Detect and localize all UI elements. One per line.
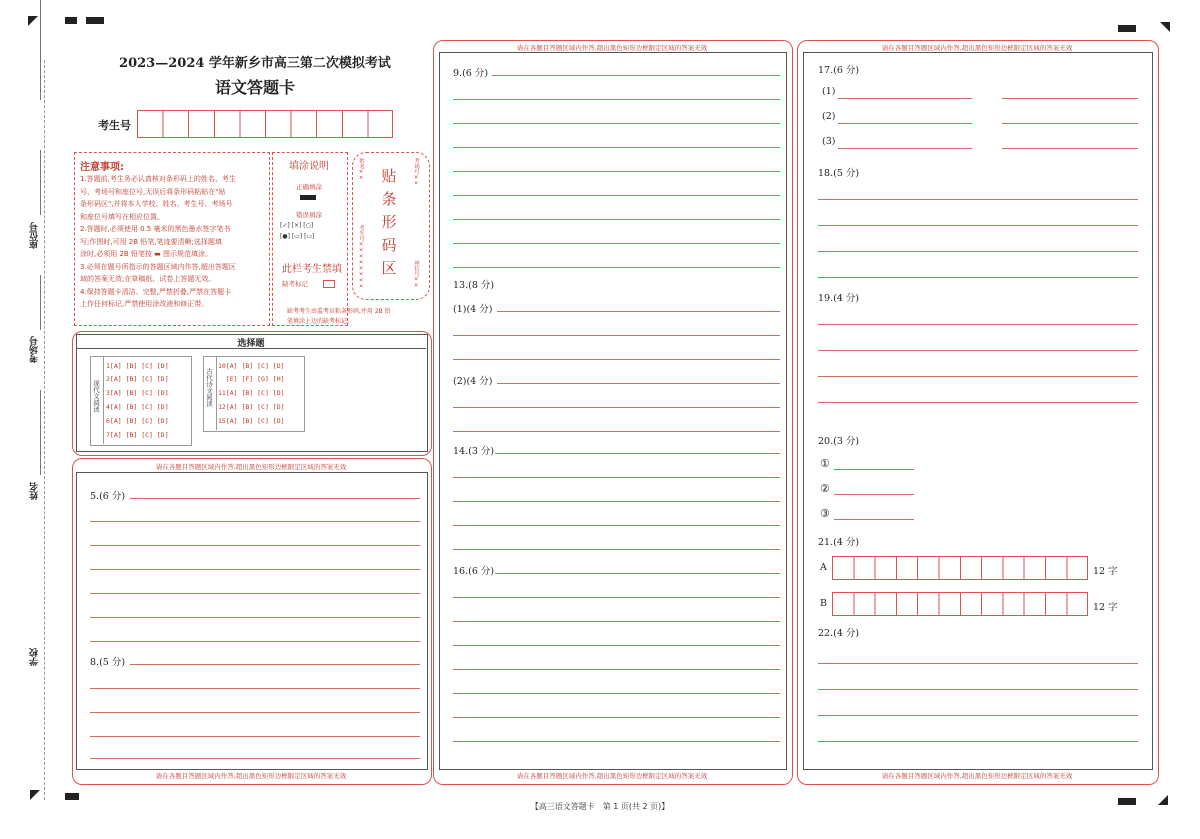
corner-mark-bottom-right	[1158, 795, 1168, 805]
barcode-char: 区	[381, 259, 397, 277]
answer-line[interactable]	[453, 741, 780, 742]
corner-mark-top-left	[28, 16, 38, 26]
question-17-2-label: (2)	[822, 111, 836, 122]
answer-line[interactable]	[453, 597, 780, 598]
answer-line[interactable]	[90, 688, 420, 689]
answer-line[interactable]	[130, 498, 420, 499]
answer-area-col2	[439, 52, 787, 770]
question-22-label: 22.(4 分)	[818, 628, 860, 639]
answer-line[interactable]	[818, 689, 1138, 690]
answer-line[interactable]	[818, 350, 1138, 351]
answer-line[interactable]	[90, 521, 420, 522]
answer-line[interactable]	[818, 277, 1138, 278]
barcode-chars	[375, 165, 403, 280]
question-13-1-label: (1)(4 分)	[453, 304, 493, 315]
notice-line: 和座位号填写在相应位置。	[80, 212, 164, 221]
absent-label: 缺考标记	[282, 280, 308, 288]
answer-line[interactable]	[497, 311, 780, 312]
corner-mark-bottom-left	[30, 790, 40, 800]
answer-line[interactable]	[453, 621, 780, 622]
answer-line[interactable]	[90, 758, 420, 759]
question-21-a-label: A	[820, 562, 827, 573]
answer-line[interactable]	[495, 573, 780, 574]
choice-title-rule	[76, 348, 426, 349]
answer-line[interactable]	[492, 75, 780, 76]
question-21-label: 21.(4 分)	[818, 537, 860, 548]
answer-line[interactable]	[90, 593, 420, 594]
page-footer: 【高三语文答题卡 第 1 页(共 2 页)】	[530, 802, 670, 811]
notice-line: 涂时,必须用 2B 铅笔按 ▬ 图示规范填涂。	[80, 250, 212, 258]
barcode-char: 形	[381, 213, 397, 231]
notice-line: 号、考场号和座位号,无误后将条形码粘贴在"贴	[80, 187, 226, 196]
notice-line: 上作任何标记,严禁使用涂改液和修正带。	[80, 300, 209, 308]
choice-row[interactable]: 4[A] [B] [C] [D]	[106, 403, 169, 411]
absent-checkbox[interactable]	[323, 280, 335, 288]
warning-bottom-col1: 请在各题目答题区域内作答,超出黑色矩形边框限定区域的答案无效	[155, 772, 347, 780]
wrong-fill-label: 错误填涂	[296, 211, 322, 219]
choice-row[interactable]: 2[A] [B] [C] [D]	[106, 375, 169, 383]
school-line	[40, 0, 41, 100]
question-9-label: 9.(6 分)	[453, 68, 489, 79]
answer-area-col1	[76, 472, 428, 770]
choice-title: 选择题	[237, 339, 265, 349]
answer-line[interactable]	[838, 148, 972, 149]
timing-mark	[86, 17, 104, 24]
question-21-a-count: 12 字	[1093, 566, 1118, 577]
answer-line[interactable]	[834, 494, 914, 495]
question-19-label: 19.(4 分)	[818, 293, 860, 304]
answer-line[interactable]	[453, 477, 780, 478]
question-20-1-label: ①	[820, 457, 830, 470]
exam-id-boxes[interactable]	[137, 110, 393, 138]
question-17-3-label: (3)	[822, 136, 836, 147]
answer-line[interactable]	[453, 195, 780, 196]
notice-title: 注意事项:	[80, 162, 124, 173]
answer-line[interactable]	[90, 712, 420, 713]
correct-fill-sample	[300, 195, 316, 200]
char-grid-a[interactable]	[832, 556, 1088, 580]
choice-row[interactable]: [E] [F] [G] [H]	[218, 375, 285, 383]
question-20-2-label: ②	[820, 482, 830, 495]
answer-line[interactable]	[818, 376, 1138, 377]
exam-id-label: 考生号	[98, 119, 131, 132]
barcode-note: 笔填涂上边的缺考标记。	[287, 318, 354, 325]
answer-line[interactable]	[818, 251, 1138, 252]
forbidden-label: 此栏考生禁填	[282, 264, 342, 275]
answer-line[interactable]	[90, 569, 420, 570]
choice-group-2-label: 古代诗文阅读	[205, 368, 213, 407]
choice-row[interactable]: 11[A] [B] [C] [D]	[218, 389, 285, 397]
choice-row[interactable]: 7[A] [B] [C] [D]	[106, 431, 169, 439]
school-label: 学校	[30, 648, 40, 666]
notice-lines	[80, 174, 236, 312]
barcode-char: 贴	[381, 167, 397, 185]
answer-line[interactable]	[1002, 98, 1138, 99]
notice-line: 写;作图时,可用 2B 铅笔,笔迹要清晰;选择题填	[80, 237, 222, 246]
answer-line[interactable]	[453, 501, 780, 502]
choice-row[interactable]: 3[A] [B] [C] [D]	[106, 389, 169, 397]
question-5-label: 5.(6 分)	[90, 491, 126, 502]
answer-line[interactable]	[838, 123, 972, 124]
choice-row[interactable]: 10[A] [B] [C] [D]	[218, 362, 285, 370]
answer-line[interactable]	[453, 407, 780, 408]
binding-line	[44, 60, 45, 800]
answer-line[interactable]	[90, 641, 420, 642]
answer-line[interactable]	[1002, 148, 1138, 149]
answer-line[interactable]	[497, 383, 780, 384]
room-line	[40, 275, 41, 330]
notice-line: 1.答题前,考生务必认真核对条形码上的姓名、考生	[80, 175, 236, 183]
room-label: 考场号	[30, 336, 40, 363]
notice-line: 条形码区",并将本人学校、姓名、考生号、考场号	[80, 200, 233, 208]
barcode-sample-id: 考生号××××××××	[358, 225, 364, 290]
answer-line[interactable]	[453, 99, 780, 100]
warning-top-col2: 请在各题目答题区域内作答,超出黑色矩形边框限定区域的答案无效	[516, 44, 708, 52]
choice-row[interactable]: 6[A] [B] [C] [D]	[106, 417, 169, 425]
fill-guide-title: 填涂说明	[289, 161, 329, 172]
choice-row[interactable]: 12[A] [B] [C] [D]	[218, 403, 285, 411]
seat-label: 座位号	[30, 222, 40, 249]
answer-line[interactable]	[1002, 123, 1138, 124]
char-grid-b[interactable]	[832, 592, 1088, 616]
choice-group-1-divider	[103, 356, 104, 444]
correct-fill-label: 正确填涂	[296, 183, 322, 191]
timing-mark	[1118, 25, 1136, 32]
question-13-2-label: (2)(4 分)	[453, 376, 493, 387]
answer-line[interactable]	[453, 243, 780, 244]
barcode-sample-room: 考场号××	[413, 158, 419, 187]
answer-line[interactable]	[834, 469, 914, 470]
warning-top-col3: 请在各题目答题区域内作答,超出黑色矩形边框限定区域的答案无效	[881, 44, 1073, 52]
barcode-sample-name: 姓名××	[358, 158, 364, 181]
notice-line: 2.答题时,必须使用 0.5 毫米的黑色墨水签字笔书	[80, 225, 231, 233]
answer-line[interactable]	[453, 645, 780, 646]
notice-line: 域的答案无效;在草稿纸、试卷上答题无效。	[80, 275, 216, 283]
question-21-b-label: B	[820, 598, 827, 609]
answer-line[interactable]	[453, 123, 780, 124]
answer-line[interactable]	[453, 335, 780, 336]
question-18-label: 18.(5 分)	[818, 168, 860, 179]
answer-line[interactable]	[818, 741, 1138, 742]
answer-line[interactable]	[495, 453, 780, 454]
seat-line	[40, 150, 41, 215]
timing-mark	[65, 793, 79, 800]
barcode-sample-seat: 座位号××	[413, 260, 419, 289]
question-20-label: 20.(3 分)	[818, 436, 860, 447]
answer-line[interactable]	[90, 617, 420, 618]
answer-line[interactable]	[838, 98, 972, 99]
notice-line: 3.必须在题号所指示的答题区域内作答,超出答题区	[80, 262, 236, 271]
wrong-fill-sample: [✓] [×] [○]	[280, 222, 314, 229]
answer-line[interactable]	[818, 715, 1138, 716]
choice-row[interactable]: 1[A] [B] [C] [D]	[106, 362, 169, 370]
question-8-label: 8.(5 分)	[90, 657, 126, 668]
name-line	[40, 390, 41, 475]
answer-line[interactable]	[90, 736, 420, 737]
warning-bottom-col2: 请在各题目答题区域内作答,超出黑色矩形边框限定区域的答案无效	[516, 772, 708, 780]
choice-group-2-divider	[216, 356, 217, 430]
choice-group-1-label: 现代文阅读	[92, 380, 100, 413]
answer-line[interactable]	[453, 219, 780, 220]
corner-mark-top-right	[1160, 22, 1170, 32]
answer-line[interactable]	[453, 693, 780, 694]
answer-line[interactable]	[834, 519, 914, 520]
answer-line[interactable]	[818, 199, 1138, 200]
timing-mark	[1118, 798, 1136, 805]
answer-line[interactable]	[818, 402, 1138, 403]
question-16-label: 16.(6 分)	[453, 566, 495, 577]
answer-line[interactable]	[453, 431, 780, 432]
timing-mark	[65, 17, 77, 24]
choice-row[interactable]: 15[A] [B] [C] [D]	[218, 417, 285, 425]
question-13-label: 13.(8 分)	[453, 280, 495, 291]
question-17-1-label: (1)	[822, 86, 836, 97]
answer-line[interactable]	[130, 664, 420, 665]
question-14-label: 14.(3 分)	[453, 446, 495, 457]
question-20-3-label: ③	[820, 507, 830, 520]
card-title: 语文答题卡	[214, 78, 295, 97]
barcode-char: 码	[381, 236, 397, 254]
answer-line[interactable]	[453, 717, 780, 718]
answer-line[interactable]	[818, 324, 1138, 325]
barcode-note: 缺考考生由监考员粘条形码,并用 2B 铅	[287, 308, 391, 315]
answer-line[interactable]	[453, 267, 780, 268]
answer-line[interactable]	[453, 171, 780, 172]
warning-top-col1: 请在各题目答题区域内作答,超出黑色矩形边框限定区域的答案无效	[155, 463, 347, 471]
answer-line[interactable]	[818, 663, 1138, 664]
barcode-char: 条	[381, 190, 397, 208]
answer-line[interactable]	[818, 225, 1138, 226]
answer-line[interactable]	[453, 669, 780, 670]
wrong-fill-sample: [●] [▭] [▭]	[280, 233, 315, 240]
question-21-b-count: 12 字	[1093, 602, 1118, 613]
answer-line[interactable]	[453, 549, 780, 550]
name-label: 姓名	[30, 482, 40, 500]
answer-line[interactable]	[453, 525, 780, 526]
warning-bottom-col3: 请在各题目答题区域内作答,超出黑色矩形边框限定区域的答案无效	[881, 772, 1073, 780]
exam-title: 2023—2024 学年新乡市高三第二次模拟考试	[119, 56, 391, 71]
answer-line[interactable]	[453, 147, 780, 148]
answer-line[interactable]	[90, 545, 420, 546]
answer-line[interactable]	[453, 359, 780, 360]
notice-line: 4.保持答题卡清洁、完整,严禁折叠,严禁在答题卡	[80, 287, 232, 296]
question-17-label: 17.(6 分)	[818, 65, 860, 76]
